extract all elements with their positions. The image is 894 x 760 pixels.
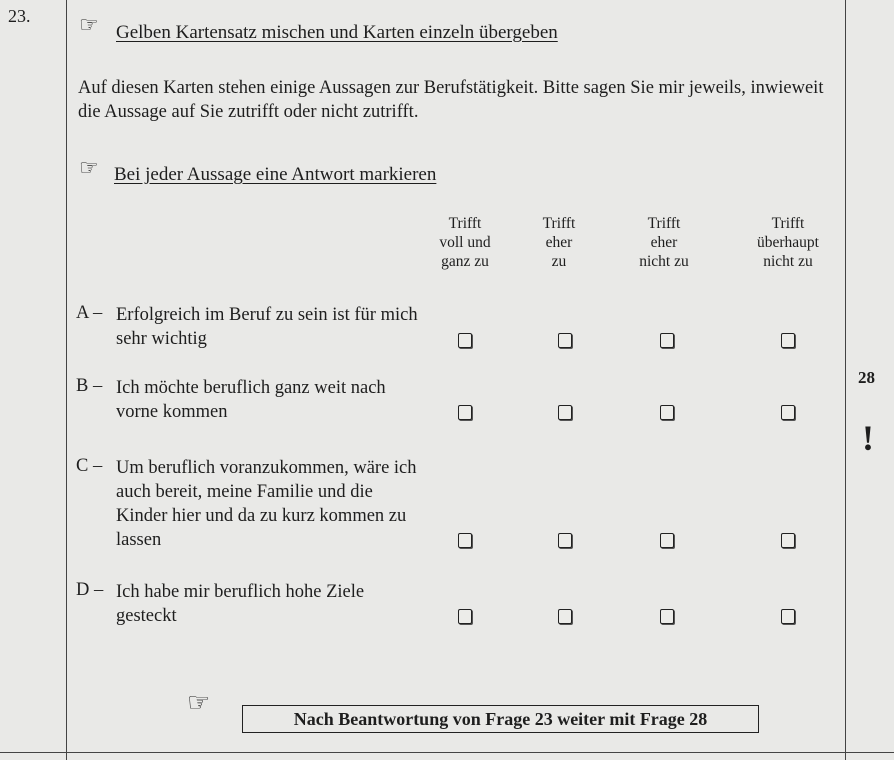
question-intro-text: Auf diesen Karten stehen einige Aussagen zur Berufstätigkeit. Bitte sagen Sie mir jeweils, inwieweit die Aussage auf Sie zutrifft oder nicht zutrifft. — [78, 78, 824, 122]
item-a-letter: A – — [76, 303, 103, 323]
item-c-text: Um beruflich voranzukommen, wäre ich auch bereit, meine Familie und die Kinder hier und da zu kurz kommen zu lassen — [116, 458, 417, 550]
checkbox-d-fully-agree[interactable] — [458, 609, 472, 624]
jump-target-number: 28 — [858, 368, 875, 387]
checkbox-c-fully-agree[interactable] — [458, 533, 472, 548]
item-d-letter: D – — [76, 580, 104, 600]
checkbox-c-rather-disagree[interactable] — [660, 533, 674, 548]
checkbox-d-fully-disagree[interactable] — [781, 609, 795, 624]
checkbox-d-rather-agree[interactable] — [558, 609, 572, 624]
item-b-letter: B – — [76, 376, 103, 396]
item-a-text: Erfolgreich im Beruf zu sein ist für mich sehr wichtig — [116, 305, 418, 349]
pointing-hand-icon: ☞ — [79, 12, 99, 37]
checkbox-b-rather-disagree[interactable] — [660, 405, 674, 420]
frame-bottom-border — [0, 752, 894, 753]
pointing-hand-icon: ☞ — [187, 688, 211, 717]
exclamation-icon: ! — [862, 418, 874, 458]
checkbox-a-rather-disagree[interactable] — [660, 333, 674, 348]
checkbox-d-rather-disagree[interactable] — [660, 609, 674, 624]
item-c-letter: C – — [76, 456, 103, 476]
checkbox-b-fully-disagree[interactable] — [781, 405, 795, 420]
instruction-shuffle-cards: Gelben Kartensatz mischen und Karten einzeln übergeben — [116, 22, 558, 43]
column-header-fully-agree: Trifft voll und ganz zu — [439, 215, 491, 270]
item-b-text: Ich möchte beruflich ganz weit nach vorne kommen — [116, 378, 386, 422]
checkbox-a-rather-agree[interactable] — [558, 333, 572, 348]
checkbox-a-fully-disagree[interactable] — [781, 333, 795, 348]
checkbox-b-fully-agree[interactable] — [458, 405, 472, 420]
column-header-rather-disagree: Trifft eher nicht zu — [639, 215, 689, 270]
checkbox-a-fully-agree[interactable] — [458, 333, 472, 348]
frame-left-border — [66, 0, 67, 760]
frame-right-border — [845, 0, 846, 760]
filter-instruction-box: Nach Beantwortung von Frage 23 weiter mit Frage 28 — [242, 705, 759, 733]
instruction-mark-answer: Bei jeder Aussage eine Antwort markieren — [114, 164, 437, 185]
question-number: 23. — [8, 6, 31, 26]
pointing-hand-icon: ☞ — [79, 155, 99, 180]
checkbox-c-fully-disagree[interactable] — [781, 533, 795, 548]
column-header-rather-agree: Trifft eher zu — [542, 215, 576, 270]
checkbox-b-rather-agree[interactable] — [558, 405, 572, 420]
item-d-text: Ich habe mir beruflich hohe Ziele gesteckt — [116, 582, 365, 626]
checkbox-c-rather-agree[interactable] — [558, 533, 572, 548]
column-header-fully-disagree: Trifft überhaupt nicht zu — [757, 215, 819, 270]
